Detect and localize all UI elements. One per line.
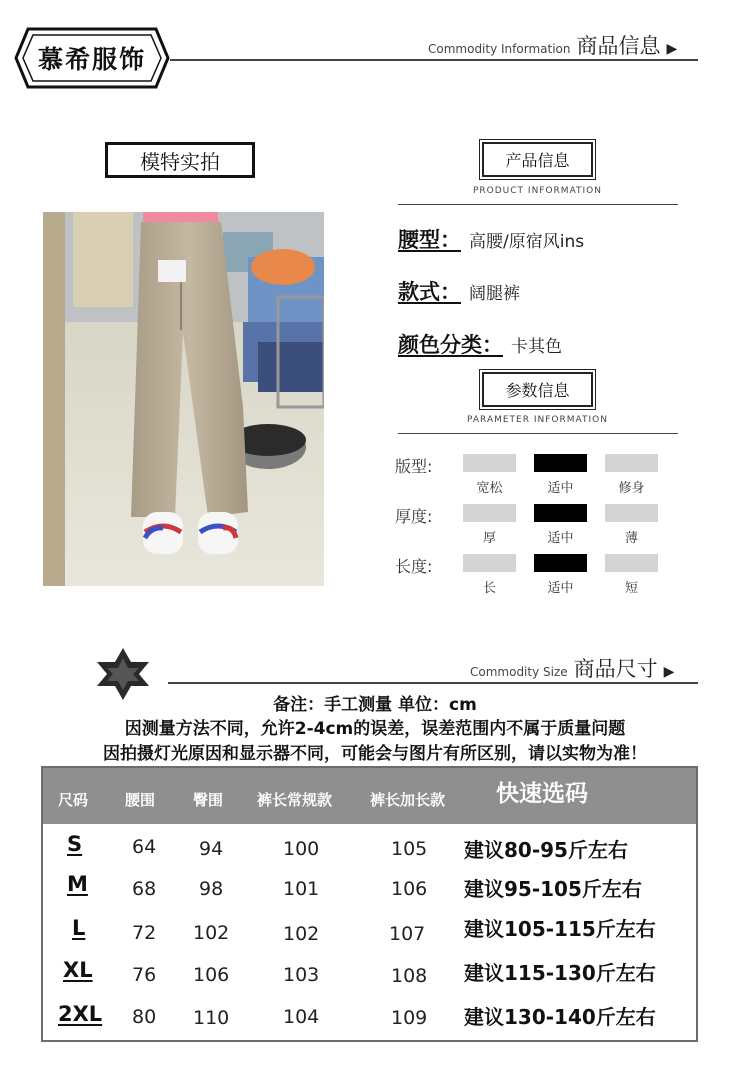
arrow-right-icon: ▶: [663, 664, 675, 680]
waist-cell: 64: [132, 836, 157, 858]
info-value: 阔腿裤: [469, 284, 520, 304]
hip-cell: 102: [193, 922, 230, 944]
param-label: 长度:: [395, 557, 433, 576]
info-label: 颜色分类：: [398, 333, 503, 357]
note-line: 因测量方法不同，允许2-4cm的误差，误差范围内不属于质量问题: [124, 719, 626, 739]
param-bar: [463, 554, 516, 572]
length-regular-cell: 101: [283, 878, 320, 900]
param-option: 厚: [482, 531, 496, 546]
column-header: 裤长加长款: [370, 791, 446, 809]
param-bar: [605, 504, 658, 522]
param-option: 短: [624, 581, 638, 596]
info-row-color: [398, 329, 562, 359]
param-option: 修身: [618, 481, 645, 496]
param-bar: [605, 454, 658, 472]
param-bar: [463, 454, 516, 472]
model-photo: [43, 212, 324, 586]
waist-cell: 68: [132, 878, 157, 900]
param-label: 厚度:: [395, 507, 433, 526]
parameter-info-divider: [398, 433, 678, 434]
param-bar: [534, 554, 587, 572]
product-info-heading: 产品信息: [482, 142, 593, 177]
length-long-cell: 108: [391, 965, 428, 987]
param-bar: [534, 504, 587, 522]
section-header-cn: 商品尺寸: [573, 657, 658, 681]
hip-cell: 110: [193, 1007, 230, 1029]
waist-cell: 72: [132, 922, 157, 944]
model-photo-label: 模特实拍: [105, 142, 255, 178]
size-cell: XL: [63, 958, 93, 982]
size-table: [41, 766, 698, 1042]
recommend-cell: 建议105-115斤左右: [464, 917, 656, 941]
param-option: 适中: [547, 481, 574, 496]
parameter-grid: [395, 454, 695, 604]
info-label: 款式：: [398, 280, 461, 304]
section-header-size: [470, 653, 674, 683]
hip-cell: 106: [193, 964, 230, 986]
param-option: 长: [482, 581, 496, 596]
product-info-divider: [398, 204, 678, 205]
info-row-style: [398, 276, 520, 306]
info-row-waist: [398, 224, 584, 254]
info-label: 腰型：: [398, 228, 461, 252]
param-label: 版型:: [395, 457, 433, 476]
param-option: 薄: [624, 531, 638, 546]
section-header-en: Commodity Information: [428, 42, 571, 56]
length-long-cell: 106: [391, 878, 428, 900]
size-cell: M: [67, 872, 88, 896]
length-long-cell: 105: [391, 838, 428, 860]
note-line: 因拍摄灯光原因和显示器不同，可能会与图片有所区别，请以实物为准！: [103, 744, 647, 764]
brand-name: 慕希服饰: [37, 45, 146, 74]
length-long-cell: 109: [391, 1007, 428, 1029]
recommend-cell: 建议80-95斤左右: [464, 838, 628, 862]
param-bar: [534, 454, 587, 472]
section-header-en: Commodity Size: [470, 665, 568, 679]
parameter-info-heading: 参数信息: [482, 372, 593, 407]
product-info-heading-en: PRODUCT INFORMATION: [472, 186, 603, 196]
size-cell: L: [72, 916, 86, 940]
length-regular-cell: 103: [283, 964, 320, 986]
recommend-cell: 建议130-140斤左右: [464, 1005, 656, 1029]
size-cell: 2XL: [58, 1002, 103, 1026]
length-regular-cell: 100: [283, 838, 320, 860]
length-regular-cell: 102: [283, 923, 320, 945]
waist-cell: 76: [132, 964, 157, 986]
recommend-cell: 建议95-105斤左右: [464, 877, 642, 901]
length-regular-cell: 104: [283, 1006, 320, 1028]
note-line: 备注：手工测量 单位：cm: [273, 695, 477, 715]
arrow-right-icon: ▶: [666, 41, 678, 57]
hip-cell: 98: [199, 878, 224, 900]
param-bar: [605, 554, 658, 572]
length-long-cell: 107: [389, 923, 426, 945]
section-divider: [168, 682, 698, 684]
section-header-product: [428, 30, 677, 60]
column-header: 臀围: [193, 791, 224, 809]
section-divider: [170, 59, 698, 61]
size-cell: S: [67, 832, 83, 856]
column-header: 快速选码: [496, 781, 588, 807]
size-table-header: [43, 768, 696, 824]
param-option: 适中: [547, 531, 574, 546]
waist-cell: 80: [132, 1006, 157, 1028]
param-option: 适中: [547, 581, 574, 596]
info-value: 高腰/原宿风ins: [469, 232, 585, 252]
brand-logo: [14, 26, 170, 90]
param-option: 宽松: [476, 481, 503, 496]
column-header: 腰围: [125, 791, 156, 809]
hip-cell: 94: [199, 838, 224, 860]
section-header-cn: 商品信息: [576, 34, 661, 58]
parameter-info-heading-en: PARAMETER INFORMATION: [467, 415, 608, 425]
column-header: 尺码: [58, 791, 89, 809]
info-value: 卡其色: [511, 337, 562, 357]
recommend-cell: 建议115-130斤左右: [464, 961, 656, 985]
column-header: 裤长常规款: [257, 791, 333, 809]
param-bar: [463, 504, 516, 522]
